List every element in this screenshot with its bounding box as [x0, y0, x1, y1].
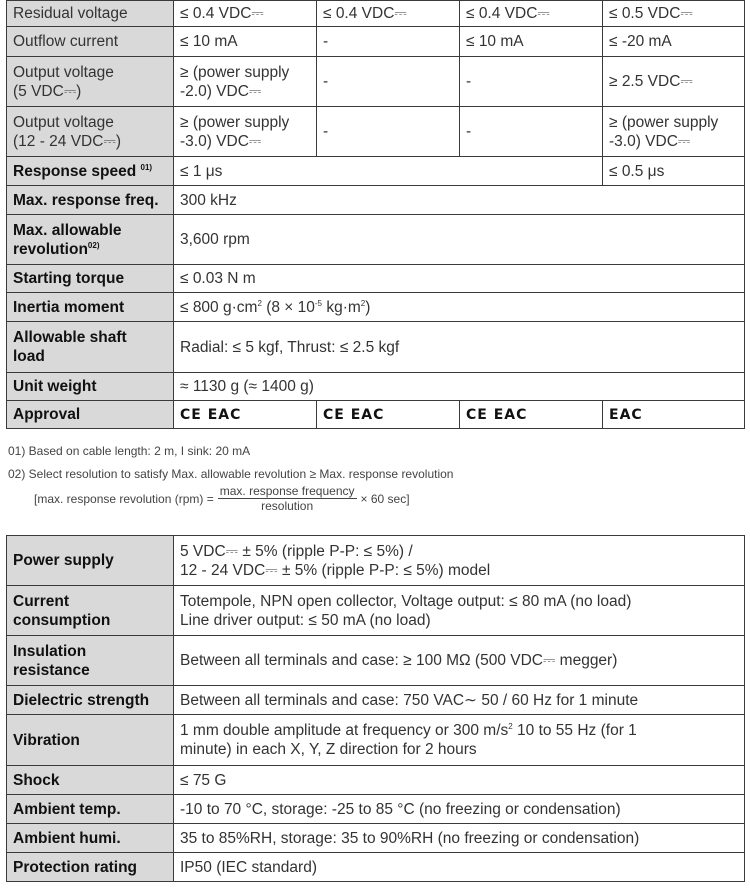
row-approval [7, 401, 745, 429]
label-max-response-freq: Max. response freq. [7, 186, 174, 215]
cell-max-allowable-revolution: 3,600 rpm [174, 215, 745, 265]
label-vibration: Vibration [7, 715, 174, 766]
eac-mark-icon: EAC [609, 406, 643, 423]
row-unit-weight [7, 373, 745, 401]
value-part: kg·m [322, 298, 361, 316]
superscript: -5 [314, 298, 323, 308]
row-current-consumption [7, 586, 745, 636]
label-ambient-temp: Ambient temp. [7, 795, 174, 824]
cell-dielectric-strength: Between all terminals and case: 750 VAC∼ 50 / 60 Hz for 1 minute [174, 686, 745, 715]
label-line: Current [13, 592, 69, 610]
row-insulation-resistance [7, 636, 745, 686]
value-line: -3.0) VDC⎓ [180, 132, 262, 150]
value-line: -2.0) VDC⎓ [180, 82, 262, 100]
label-line: resistance [13, 661, 90, 679]
formula-numerator: max. response frequency [219, 484, 355, 498]
cell-shock: ≤ 75 G [174, 766, 745, 795]
label-output-voltage-12vdc [7, 107, 174, 157]
cell-ambient-humi: 35 to 85%RH, storage: 35 to 90%RH (no freezing or condensation) [174, 824, 745, 853]
label-dielectric-strength: Dielectric strength [7, 686, 174, 715]
formula-denominator: resolution [261, 499, 314, 513]
row-starting-torque [7, 265, 745, 293]
cell-output-voltage-12vdc-4 [603, 107, 745, 157]
label-power-supply: Power supply [7, 536, 174, 586]
cell-approval-4 [603, 401, 745, 429]
cell-protection-rating: IP50 (IEC standard) [174, 853, 745, 882]
row-allowable-shaft-load [7, 322, 745, 373]
cell-outflow-current-3: ≤ 10 mA [460, 27, 603, 57]
row-output-voltage-5vdc [7, 57, 745, 107]
cell-vibration [174, 715, 745, 766]
label-inertia-moment: Inertia moment [7, 293, 174, 322]
value-line: ≥ (power supply [180, 63, 290, 81]
general-spec-table [6, 535, 745, 882]
row-output-voltage-12vdc [7, 107, 745, 157]
label-line: Output voltage [13, 113, 114, 131]
cell-outflow-current-1: ≤ 10 mA [174, 27, 317, 57]
value-part: 10 to 55 Hz (for 1 [512, 722, 637, 739]
label-unit-weight: Unit weight [7, 373, 174, 401]
label-line: consumption [13, 611, 111, 629]
row-max-response-freq [7, 186, 745, 215]
footnote-ref: 02) [87, 240, 100, 250]
value-line: 5 VDC⎓ ± 5% (ripple P-P: ≤ 5%) / [180, 542, 413, 560]
cell-response-speed-1: ≤ 1 μs [174, 157, 603, 186]
value-line: -3.0) VDC⎓ [609, 132, 691, 150]
label-line: (5 VDC⎓) [13, 82, 82, 100]
value-part: ) [365, 298, 371, 316]
label-starting-torque: Starting torque [7, 265, 174, 293]
row-residual-voltage [7, 1, 745, 27]
value-part: ≤ 800 g·cm [180, 298, 258, 316]
label-approval: Approval [7, 401, 174, 429]
cell-allowable-shaft-load: Radial: ≤ 5 kgf, Thrust: ≤ 2.5 kgf [174, 322, 745, 373]
footnote-01: 01) Based on cable length: 2 m, I sink: 20 mA [8, 444, 251, 458]
label-insulation-resistance [7, 636, 174, 686]
cell-approval-2 [317, 401, 460, 429]
cell-residual-voltage-1: ≤ 0.4 VDC⎓ [174, 1, 317, 27]
row-response-speed [7, 157, 745, 186]
cell-response-speed-4: ≤ 0.5 μs [603, 157, 745, 186]
label-line: (12 - 24 VDC⎓) [13, 132, 121, 150]
value-line: Totempole, NPN open collector, Voltage output: ≤ 80 mA (no load) [180, 592, 632, 610]
cell-output-voltage-5vdc-1 [174, 57, 317, 107]
cell-outflow-current-4: ≤ -20 mA [603, 27, 745, 57]
cell-approval-3 [460, 401, 603, 429]
formula-prefix: [max. response revolution (rpm) = [34, 491, 214, 506]
label-outflow-current: Outflow current [7, 27, 174, 57]
row-dielectric-strength [7, 686, 745, 715]
row-protection-rating [7, 853, 745, 882]
cell-unit-weight: ≈ 1130 g (≈ 1400 g) [174, 373, 745, 401]
row-power-supply [7, 536, 745, 586]
cell-output-voltage-5vdc-2: - [317, 57, 460, 107]
cell-approval-1 [174, 401, 317, 429]
cell-residual-voltage-4: ≤ 0.5 VDC⎓ [603, 1, 745, 27]
cell-residual-voltage-3: ≤ 0.4 VDC⎓ [460, 1, 603, 27]
row-vibration [7, 715, 745, 766]
label-shock: Shock [7, 766, 174, 795]
superscript: 2 [257, 298, 262, 308]
cell-ambient-temp: -10 to 70 °C, storage: -25 to 85 °C (no freezing or condensation) [174, 795, 745, 824]
label-line: Output voltage [13, 63, 114, 81]
cell-outflow-current-2: - [317, 27, 460, 57]
value-line: Line driver output: ≤ 50 mA (no load) [180, 611, 431, 629]
revolution-formula [34, 484, 410, 513]
formula-suffix: × 60 sec] [360, 491, 410, 506]
row-ambient-humi [7, 824, 745, 853]
label-output-voltage-5vdc [7, 57, 174, 107]
label-line: load [13, 348, 45, 365]
cell-power-supply [174, 536, 745, 586]
output-spec-table [6, 0, 745, 429]
footnote-ref: 01) [140, 162, 153, 172]
cell-current-consumption [174, 586, 745, 636]
label-line: Max. allowable [13, 221, 122, 239]
row-inertia-moment [7, 293, 745, 322]
row-shock [7, 766, 745, 795]
value-line: ≥ (power supply [180, 113, 290, 131]
label-line: revolution [13, 240, 88, 258]
label-protection-rating: Protection rating [7, 853, 174, 882]
footnote-02: 02) Select resolution to satisfy Max. allowable revolution ≥ Max. response revolution [8, 467, 454, 481]
cell-max-response-freq: 300 kHz [174, 186, 745, 215]
cell-output-voltage-12vdc-2: - [317, 107, 460, 157]
row-max-allowable-revolution [7, 215, 745, 265]
cell-output-voltage-12vdc-1 [174, 107, 317, 157]
label-max-allowable-revolution [7, 215, 174, 265]
value-line: 12 - 24 VDC⎓ ± 5% (ripple P-P: ≤ 5%) model [180, 561, 491, 579]
row-outflow-current [7, 27, 745, 57]
cell-inertia-moment [174, 293, 745, 322]
cell-insulation-resistance: Between all terminals and case: ≥ 100 MΩ (500 VDC⎓ megger) [174, 636, 745, 686]
cell-output-voltage-12vdc-3: - [460, 107, 603, 157]
formula-fraction [218, 484, 357, 513]
value-line: minute) in each X, Y, Z direction for 2 hours [180, 741, 477, 758]
label-line: Allowable shaft [13, 329, 127, 346]
cell-starting-torque: ≤ 0.03 N m [174, 265, 745, 293]
superscript: 2 [508, 722, 513, 731]
label-response-speed [7, 157, 174, 186]
label-current-consumption [7, 586, 174, 636]
label-text: Response speed [13, 162, 137, 180]
superscript: 2 [360, 298, 366, 308]
value-part: 1 mm double amplitude at frequency or 300 m/s [180, 722, 509, 739]
cell-output-voltage-5vdc-4: ≥ 2.5 VDC⎓ [603, 57, 745, 107]
row-ambient-temp [7, 795, 745, 824]
cell-residual-voltage-2: ≤ 0.4 VDC⎓ [317, 1, 460, 27]
ce-eac-mark-icon: CE EAC [323, 406, 385, 423]
value-part: (8 × 10 [261, 298, 315, 316]
ce-eac-mark-icon: CE EAC [180, 406, 242, 423]
ce-eac-mark-icon: CE EAC [466, 406, 528, 423]
cell-output-voltage-5vdc-3: - [460, 57, 603, 107]
label-residual-voltage: Residual voltage [7, 1, 174, 27]
label-line: Insulation [13, 642, 87, 660]
label-allowable-shaft-load [7, 322, 174, 373]
label-ambient-humi: Ambient humi. [7, 824, 174, 853]
value-line: ≥ (power supply [609, 113, 719, 131]
